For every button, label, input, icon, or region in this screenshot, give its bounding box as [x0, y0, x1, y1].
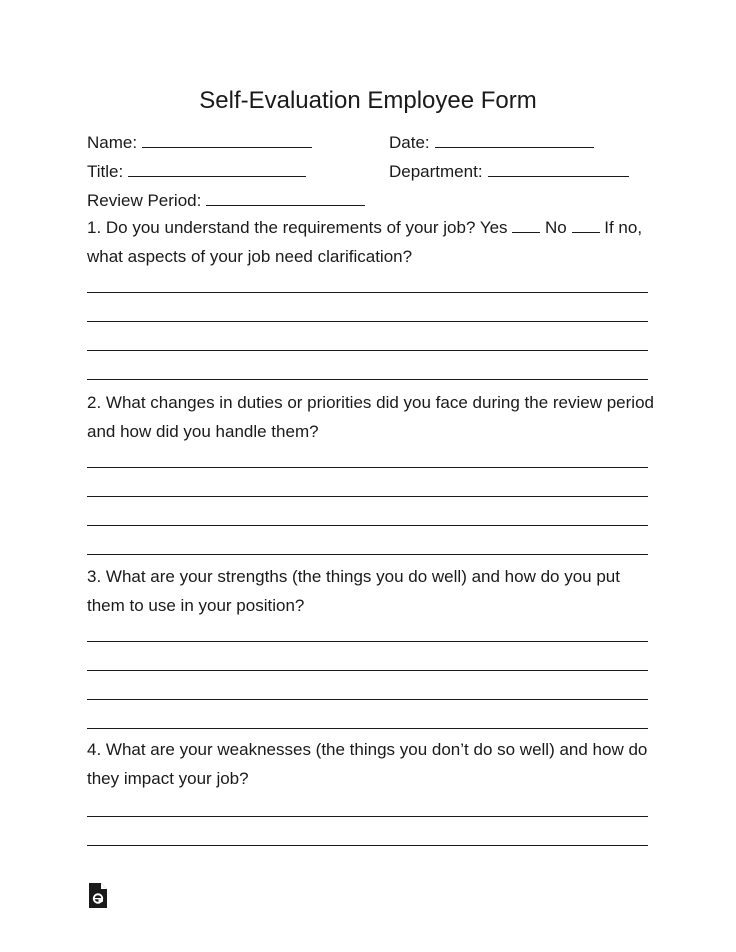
question-1-text-c: If no, what aspects of your job need clarification? — [87, 218, 643, 266]
page-title: Self-Evaluation Employee Form — [199, 87, 537, 114]
answer-line[interactable] — [87, 554, 648, 555]
question-3: 3. What are your strengths (the things you do well) and how do you put them to use in your position? — [87, 567, 620, 615]
date-blank[interactable] — [435, 132, 594, 148]
answer-line[interactable] — [87, 525, 648, 526]
title-label: Title: — [87, 162, 124, 181]
answer-line[interactable] — [87, 699, 648, 700]
answer-line[interactable] — [87, 670, 648, 671]
yes-blank[interactable] — [512, 217, 540, 233]
name-label: Name: — [87, 133, 138, 152]
eforms-document-icon — [89, 883, 107, 908]
department-blank[interactable] — [488, 161, 629, 177]
department-field — [389, 161, 629, 182]
answer-line[interactable] — [87, 728, 648, 729]
review-period-label: Review Period: — [87, 191, 202, 210]
title-blank[interactable] — [128, 161, 306, 177]
answer-line[interactable] — [87, 845, 648, 846]
date-field — [389, 132, 594, 153]
answer-line[interactable] — [87, 350, 648, 351]
department-label: Department: — [389, 162, 483, 181]
answer-line[interactable] — [87, 641, 648, 642]
question-1-text-a: 1. Do you understand the requirements of your job? Yes — [87, 218, 508, 237]
question-2: 2. What changes in duties or priorities did you face during the review period and how did you handle them? — [87, 393, 654, 441]
name-blank[interactable] — [142, 132, 312, 148]
question-4: 4. What are your weaknesses (the things you don’t do so well) and how do they impact your job? — [87, 740, 648, 788]
no-blank[interactable] — [572, 217, 600, 233]
answer-line[interactable] — [87, 379, 648, 380]
review-period-field — [87, 190, 365, 211]
answer-line[interactable] — [87, 467, 648, 468]
answer-line[interactable] — [87, 321, 648, 322]
answer-line[interactable] — [87, 292, 648, 293]
answer-line[interactable] — [87, 496, 648, 497]
name-field — [87, 132, 312, 153]
title-field — [87, 161, 306, 182]
date-label: Date: — [389, 133, 430, 152]
question-1-text-b: No — [545, 218, 567, 237]
answer-line[interactable] — [87, 816, 648, 817]
review-period-blank[interactable] — [206, 190, 365, 206]
question-1 — [87, 213, 657, 271]
